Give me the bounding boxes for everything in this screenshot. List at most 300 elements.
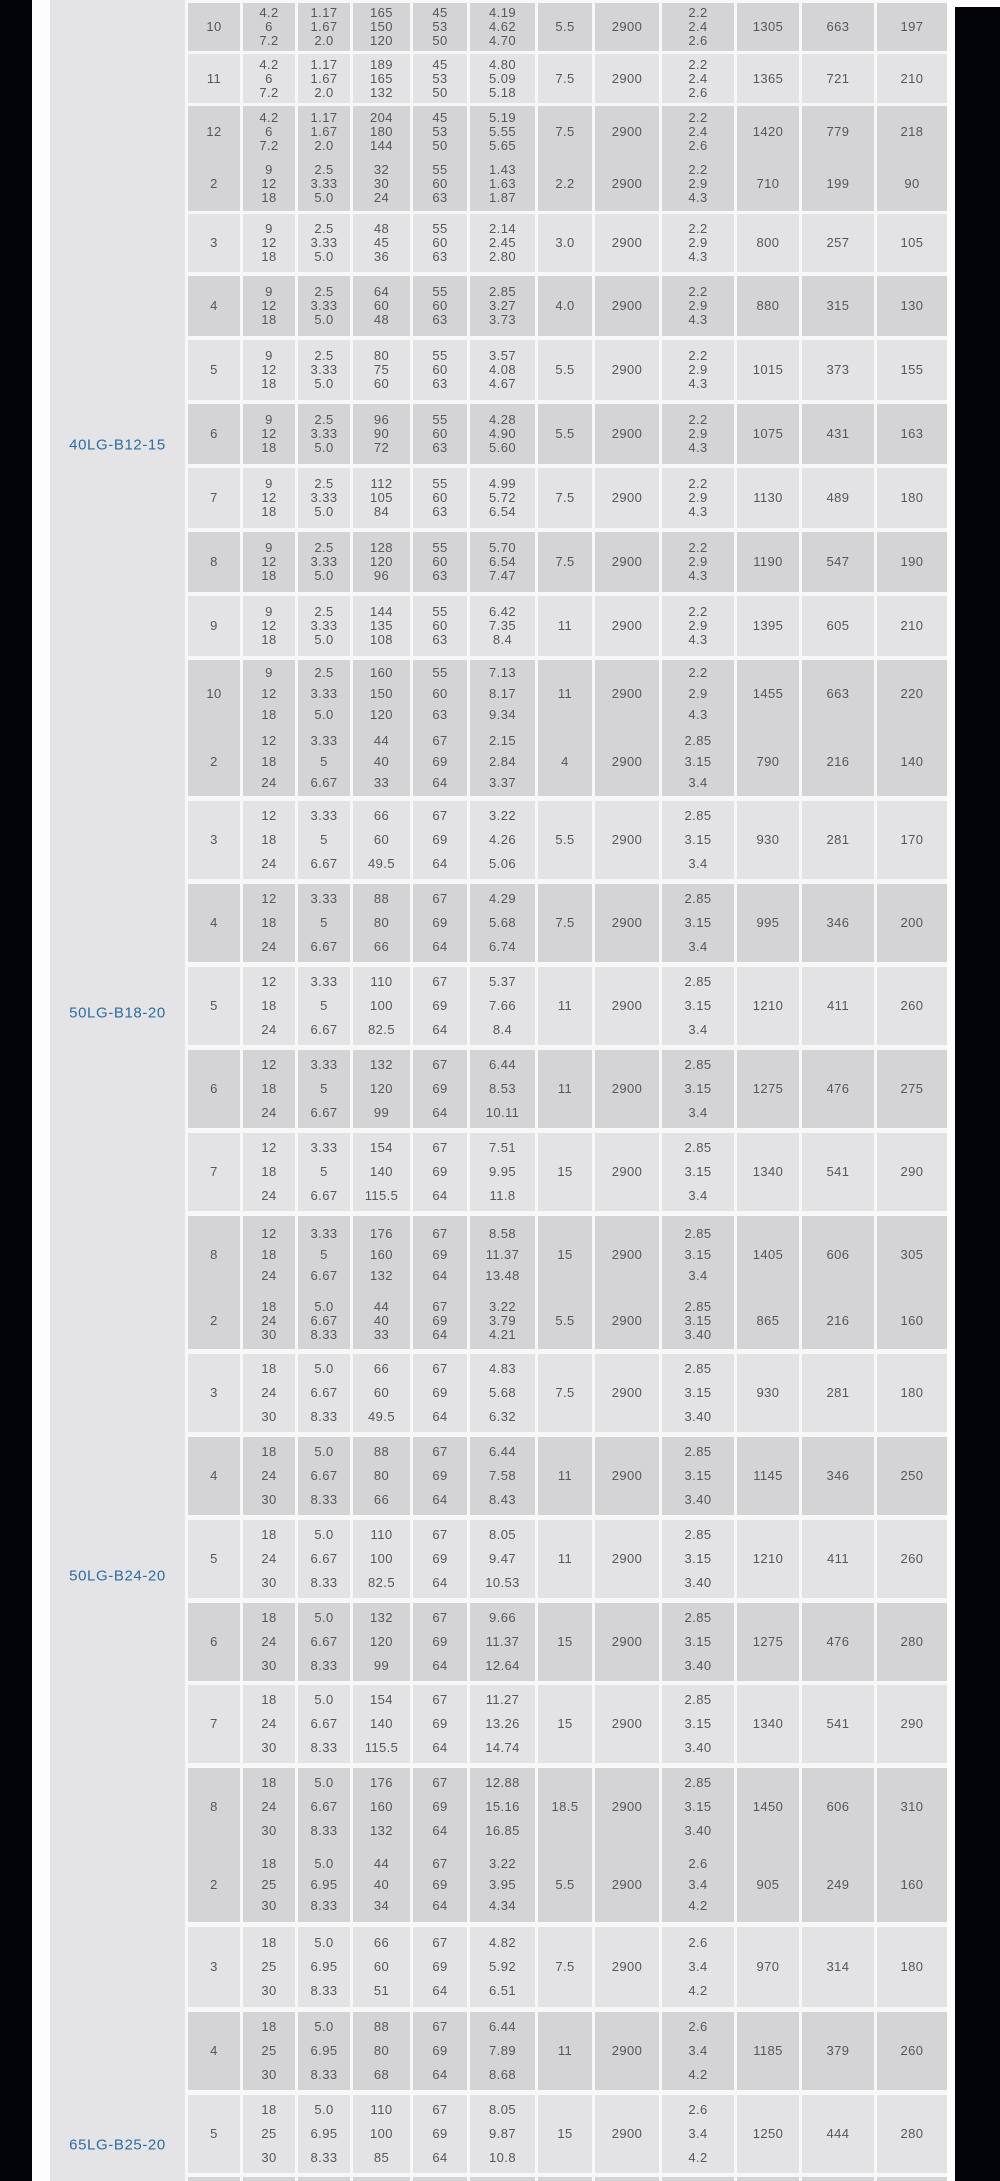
cell: [802, 1520, 874, 1598]
cell-value: 115.5: [364, 1188, 399, 1203]
cell-value: 144: [370, 604, 393, 619]
cell-value: 18: [261, 753, 277, 769]
cell: [662, 157, 734, 211]
cell-value: 160: [370, 1246, 393, 1262]
cell: [737, 1846, 799, 1922]
cell-value: 180: [370, 123, 393, 139]
cell-value: 6.44: [489, 1444, 516, 1459]
cell-value: 128: [370, 540, 393, 555]
cell: [877, 276, 947, 336]
cell-value: 260: [900, 2043, 924, 2058]
cell-value: 2900: [611, 1799, 643, 1814]
cell-value: 132: [370, 1057, 393, 1072]
cell: [243, 967, 295, 1045]
cell-value: 5: [320, 915, 328, 930]
cell: [353, 1437, 410, 1515]
cell-value: 3.40: [684, 1658, 712, 1673]
cell-value: 45: [432, 56, 448, 72]
cell-value: 2.6: [688, 84, 708, 100]
cell-value: 4.34: [489, 1897, 516, 1913]
table-rows: [188, 0, 947, 2181]
cell: [470, 726, 535, 796]
cell-value: 18: [261, 832, 277, 847]
cell-value: 30: [261, 1409, 277, 1424]
table-row: [188, 276, 947, 336]
cell-value: 9.87: [489, 2126, 516, 2141]
cell-value: 4.3: [688, 249, 708, 264]
cell-value: 8.05: [489, 2102, 516, 2117]
cell-value: 3.15: [684, 1468, 712, 1483]
cell-value: 4.3: [688, 504, 708, 519]
cell: [662, 1685, 734, 1763]
cell-value: 2900: [611, 1081, 643, 1096]
cell-value: 6.67: [310, 1312, 338, 1328]
cell: [353, 2177, 410, 2181]
cell-value: 67: [432, 732, 448, 748]
cell-value: 970: [756, 1959, 780, 1974]
cell-value: 476: [826, 1081, 850, 1096]
cell-value: 8.33: [310, 1658, 338, 1673]
cell: [353, 1292, 410, 1349]
cell-value: 60: [432, 235, 448, 250]
cell-value: 2900: [611, 298, 643, 313]
cell-value: 2.85: [684, 1444, 712, 1459]
cell-value: 2.84: [489, 753, 516, 769]
cell-value: 2.2: [688, 664, 708, 680]
cell: [877, 1846, 947, 1922]
cell: [188, 1292, 240, 1349]
cell-value: 160: [900, 1312, 924, 1328]
cell-value: 4.62: [489, 19, 516, 34]
cell-value: 30: [373, 176, 390, 191]
cell: [662, 54, 734, 103]
cell: [243, 54, 295, 103]
page-top-right-corner: [955, 0, 1000, 7]
cell-value: 12.88: [485, 1775, 520, 1790]
cell-value: 2.9: [688, 426, 708, 441]
cell-value: 5.65: [489, 137, 516, 153]
cell-value: 2.85: [684, 732, 712, 748]
cell-value: 995: [756, 915, 780, 930]
cell: [298, 468, 350, 528]
cell-value: 1130: [753, 490, 783, 505]
cell-value: 431: [826, 426, 850, 441]
cell-value: 281: [826, 832, 850, 847]
cell-value: 18: [261, 190, 277, 205]
cell-value: 51: [373, 1983, 390, 1998]
cell: [188, 660, 240, 726]
cell-value: 3.4: [688, 1267, 708, 1283]
cell: [188, 532, 240, 592]
cell-value: 1395: [752, 618, 784, 633]
cell: [188, 2177, 240, 2181]
cell-value: 6.95: [310, 2126, 338, 2141]
cell-value: 8: [210, 1246, 218, 1262]
cell: [595, 1437, 659, 1515]
cell-value: 3.33: [310, 685, 338, 701]
cell-value: 55: [432, 221, 448, 236]
cell-value: 2.2: [688, 5, 708, 20]
cell: [737, 532, 799, 592]
cell: [243, 1050, 295, 1128]
cell-value: 3.15: [684, 1164, 712, 1179]
cell-value: 6.67: [310, 1385, 338, 1400]
cell-value: 24: [261, 939, 277, 954]
cell: [188, 726, 240, 796]
cell: [413, 1927, 467, 2007]
cell: [188, 1685, 240, 1763]
cell: [188, 157, 240, 211]
cell: [298, 532, 350, 592]
cell-value: 82.5: [368, 1022, 395, 1037]
cell-value: 63: [432, 504, 448, 519]
cell: [188, 54, 240, 103]
cell: [353, 1685, 410, 1763]
cell: [243, 106, 295, 157]
cell: [595, 2177, 659, 2181]
cell-value: 44: [373, 1298, 390, 1314]
cell-value: 2.2: [688, 109, 708, 125]
table-row: [188, 468, 947, 528]
cell-value: 5.55: [489, 123, 516, 139]
cell-value: 67: [432, 808, 448, 823]
cell: [353, 468, 410, 528]
cell-value: 1185: [753, 2043, 783, 2058]
cell: [353, 1603, 410, 1681]
cell-value: 8.33: [310, 1326, 338, 1342]
cell-value: 2900: [611, 1246, 643, 1262]
cell: [802, 801, 874, 879]
cell-value: 24: [261, 856, 277, 871]
cell-value: 8.33: [310, 1575, 338, 1590]
table-row: [188, 1292, 947, 1349]
cell-value: 1210: [752, 998, 784, 1013]
cell: [298, 1768, 350, 1846]
pump-spec-table: [50, 0, 947, 2181]
cell-value: 6.95: [310, 1959, 338, 1974]
cell: [470, 2012, 535, 2090]
cell: [877, 801, 947, 879]
cell-value: 14.74: [485, 1740, 520, 1755]
cell-value: 69: [432, 1468, 448, 1483]
cell: [662, 1292, 734, 1349]
cell: [877, 884, 947, 962]
cell: [538, 967, 592, 1045]
cell-value: 18: [261, 998, 277, 1013]
cell-value: 6.44: [489, 2019, 516, 2034]
cell-value: 13.48: [485, 1267, 520, 1283]
cell: [470, 801, 535, 879]
cell-value: 140: [900, 753, 924, 769]
cell: [662, 884, 734, 962]
cell: [877, 1685, 947, 1763]
cell: [595, 468, 659, 528]
table-row: [188, 1846, 947, 1922]
cell: [413, 157, 467, 211]
cell: [802, 726, 874, 796]
cell: [298, 596, 350, 656]
cell-value: 3.40: [684, 1326, 712, 1342]
cell-value: 18: [261, 1610, 277, 1625]
cell: [188, 2095, 240, 2173]
cell: [662, 596, 734, 656]
cell: [737, 1520, 799, 1598]
cell-value: 8.4: [492, 1022, 513, 1037]
cell: [662, 2177, 734, 2181]
cell-value: 68: [373, 2067, 390, 2082]
cell-value: 3.40: [684, 1409, 712, 1424]
cell-value: 4: [210, 1468, 218, 1483]
cell-value: 40: [373, 753, 390, 769]
cell-value: 69: [432, 915, 448, 930]
cell-value: 2900: [611, 685, 643, 701]
cell: [538, 1050, 592, 1128]
cell: [243, 2095, 295, 2173]
cell: [298, 1846, 350, 1922]
cell: [595, 1292, 659, 1349]
cell-value: 2.9: [688, 618, 708, 633]
cell-value: 10: [206, 19, 222, 34]
cell-value: 176: [370, 1225, 393, 1241]
cell-value: 55: [432, 162, 448, 177]
cell-value: 12: [261, 974, 277, 989]
cell-value: 67: [432, 1855, 448, 1871]
table-row: [188, 884, 947, 962]
cell-value: 64: [432, 1409, 448, 1424]
cell-value: 34: [373, 1897, 390, 1913]
cell-value: 4.3: [688, 706, 708, 722]
cell-value: 69: [432, 1716, 448, 1731]
cell-value: 4.3: [688, 312, 708, 327]
cell-value: 18: [261, 568, 277, 583]
cell-value: 69: [432, 1634, 448, 1649]
cell: [413, 1685, 467, 1763]
cell: [413, 468, 467, 528]
cell-value: 5.0: [314, 1855, 334, 1871]
cell: [243, 596, 295, 656]
cell-value: 67: [432, 1361, 448, 1376]
cell-value: 7.5: [555, 1959, 575, 1974]
cell-value: 790: [756, 753, 780, 769]
cell-value: 280: [900, 1634, 924, 1649]
cell-value: 7.35: [489, 618, 516, 633]
cell-value: 11: [557, 685, 573, 701]
cell: [298, 276, 350, 336]
cell-value: 12: [261, 891, 277, 906]
table-row: [188, 1603, 947, 1681]
cell-value: 2900: [611, 490, 643, 505]
cell-value: 3.33: [310, 1225, 338, 1241]
cell-value: 11: [557, 1081, 573, 1096]
table-row: [188, 1520, 947, 1598]
cell-value: 8.33: [310, 1492, 338, 1507]
cell: [298, 1520, 350, 1598]
cell-value: 290: [900, 1716, 924, 1731]
cell-value: 15: [557, 1164, 573, 1179]
cell: [538, 1292, 592, 1349]
cell-value: 69: [432, 1312, 448, 1328]
cell-value: 260: [900, 1551, 924, 1566]
cell-value: 3.95: [489, 1876, 516, 1892]
cell: [298, 340, 350, 400]
cell-value: 9: [210, 618, 218, 633]
cell-value: 5: [210, 1551, 218, 1566]
cell-value: 6.67: [310, 1105, 338, 1120]
cell: [737, 106, 799, 157]
cell-value: 315: [826, 298, 850, 313]
cell: [595, 1685, 659, 1763]
cell-value: 1340: [752, 1164, 784, 1179]
cell: [243, 468, 295, 528]
table-row: [188, 1050, 947, 1128]
cell: [877, 660, 947, 726]
cell-value: 5.0: [314, 2019, 334, 2034]
cell-value: 2.2: [688, 412, 708, 427]
cell-value: 2900: [611, 1551, 643, 1566]
cell-value: 11.27: [485, 1692, 520, 1707]
cell-value: 3.15: [684, 1716, 712, 1731]
cell-value: 3.0: [555, 235, 575, 250]
cell-value: 1.43: [489, 162, 516, 177]
cell-value: 50: [432, 33, 448, 48]
cell: [243, 1292, 295, 1349]
cell: [662, 468, 734, 528]
cell-value: 60: [432, 176, 448, 191]
table-row: [188, 1133, 947, 1211]
cell-value: 2.5: [314, 348, 334, 363]
cell-value: 24: [261, 1188, 277, 1203]
cell-value: 5.5: [555, 832, 575, 847]
cell-value: 69: [432, 832, 448, 847]
cell: [877, 157, 947, 211]
cell-value: 2900: [611, 1468, 643, 1483]
cell-value: 120: [370, 706, 393, 722]
cell-value: 8.68: [489, 2067, 516, 2082]
cell: [353, 1216, 410, 1292]
cell-value: 67: [432, 1298, 448, 1314]
cell-value: 88: [373, 1444, 390, 1459]
cell-value: 2900: [611, 2043, 643, 2058]
cell-value: 6.95: [310, 1876, 338, 1892]
cell-value: 18: [261, 249, 277, 264]
cell-value: 132: [370, 1267, 393, 1283]
cell: [470, 214, 535, 272]
cell-value: 6.67: [310, 856, 338, 871]
cell: [877, 340, 947, 400]
cell: [802, 660, 874, 726]
cell: [877, 1292, 947, 1349]
cell: [538, 801, 592, 879]
cell: [802, 1216, 874, 1292]
cell: [538, 404, 592, 464]
cell-value: 30: [261, 1658, 277, 1673]
cell-value: 5.0: [314, 2102, 334, 2117]
cell: [413, 1768, 467, 1846]
cell-value: 84: [373, 504, 390, 519]
cell-value: 4.21: [489, 1326, 516, 1342]
cell-value: 8.58: [489, 1225, 516, 1241]
cell-value: 3.4: [688, 1022, 708, 1037]
cell-value: 55: [432, 412, 448, 427]
cell: [538, 2012, 592, 2090]
cell-value: 6.67: [310, 1468, 338, 1483]
model-label: 50LG-B24-20: [69, 1567, 166, 1585]
cell-value: 18: [261, 2102, 277, 2117]
cell-value: 44: [373, 732, 390, 748]
cell-value: 2.5: [314, 412, 334, 427]
cell-value: 155: [900, 362, 924, 377]
cell: [538, 1927, 592, 2007]
cell-value: 30: [261, 1983, 277, 1998]
cell-value: 9: [265, 664, 273, 680]
cell-value: 15: [557, 1246, 573, 1262]
cell-value: 5.0: [314, 1444, 334, 1459]
cell-value: 7.2: [259, 84, 279, 100]
cell-value: 663: [826, 685, 850, 701]
cell: [243, 884, 295, 962]
cell-value: 176: [370, 1775, 393, 1790]
cell: [802, 1354, 874, 1432]
cell-value: 2900: [611, 1312, 643, 1328]
cell-value: 2900: [611, 915, 643, 930]
cell: [595, 3, 659, 51]
cell-value: 5.5: [555, 362, 575, 377]
cell: [470, 106, 535, 157]
cell: [470, 1354, 535, 1432]
cell: [737, 1927, 799, 2007]
cell-value: 150: [370, 19, 393, 34]
cell: [802, 2095, 874, 2173]
cell-value: 4: [561, 753, 569, 769]
cell: [595, 106, 659, 157]
cell: [877, 1216, 947, 1292]
cell: [413, 532, 467, 592]
cell: [737, 1050, 799, 1128]
cell-value: 8.33: [310, 2150, 338, 2165]
cell: [470, 1685, 535, 1763]
cell-value: 50: [432, 137, 448, 153]
cell-value: 3.33: [310, 808, 338, 823]
cell: [662, 2012, 734, 2090]
cell-value: 1015: [752, 362, 784, 377]
cell-value: 2: [210, 1876, 218, 1892]
cell-value: 80: [373, 1468, 390, 1483]
cell: [737, 468, 799, 528]
table-row: [188, 106, 947, 157]
cell-value: 64: [432, 1188, 448, 1203]
cell-value: 2900: [611, 832, 643, 847]
cell: [188, 468, 240, 528]
cell-value: 154: [370, 1140, 393, 1155]
cell-value: 930: [756, 1385, 780, 1400]
cell-value: 24: [261, 1799, 277, 1814]
cell-value: 5.0: [314, 1298, 334, 1314]
cell-value: 24: [261, 1634, 277, 1649]
cell: [538, 276, 592, 336]
cell-value: 69: [432, 1876, 448, 1892]
cell-value: 2.2: [688, 348, 708, 363]
cell-value: 60: [432, 298, 448, 313]
cell: [188, 967, 240, 1045]
cell: [188, 1216, 240, 1292]
cell: [595, 884, 659, 962]
cell-value: 66: [373, 939, 390, 954]
cell-value: 67: [432, 1057, 448, 1072]
cell: [737, 2012, 799, 2090]
cell-value: 49.5: [368, 1409, 395, 1424]
cell-value: 3.37: [489, 774, 516, 790]
table-row: [188, 54, 947, 103]
